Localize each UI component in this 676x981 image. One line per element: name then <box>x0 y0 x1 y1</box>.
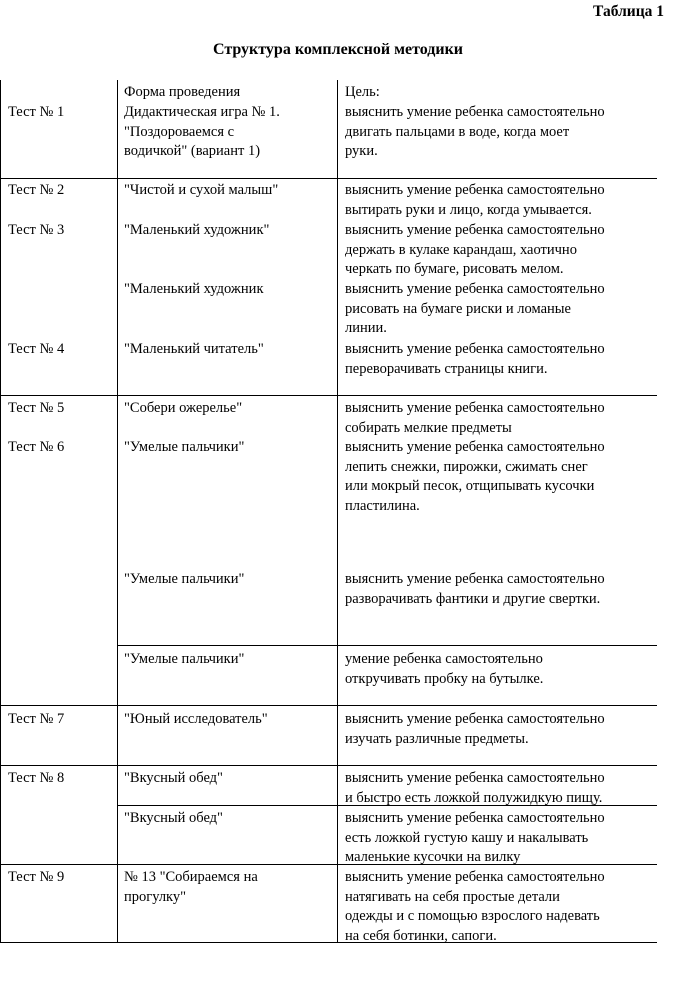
test-number: Тест № 1 <box>8 104 65 120</box>
test-goal: выяснить умение ребенка самостоятельно есть ложкой густую кашу и накалывать маленькие кусочки на вилку <box>345 810 605 865</box>
row-divider <box>0 395 657 396</box>
test-goal: выяснить умение ребенка самостоятельно разворачивать фантики и другие свертки. <box>345 571 605 607</box>
test-goal: выяснить умение ребенка самостоятельно держать в кулаке карандаш, хаотично черкать по бумаге, рисовать мелом. <box>345 222 605 277</box>
test-goal: выяснить умение ребенка самостоятельно собирать мелкие предметы <box>345 400 605 436</box>
test-form: "Умелые пальчики" <box>124 651 245 667</box>
test-form: "Маленький читатель" <box>124 341 264 357</box>
test-form: "Умелые пальчики" <box>124 571 245 587</box>
test-number: Тест № 6 <box>8 439 65 455</box>
test-goal: выяснить умение ребенка самостоятельно двигать пальцами в воде, когда моет руки. <box>345 104 605 159</box>
test-number: Тест № 4 <box>8 341 65 357</box>
test-number: Тест № 8 <box>8 770 65 786</box>
test-goal: выяснить умение ребенка самостоятельно вытирать руки и лицо, когда умывается. <box>345 182 605 218</box>
test-form: "Вкусный обед" <box>124 810 223 826</box>
test-form: "Вкусный обед" <box>124 770 223 786</box>
row-divider <box>0 705 657 706</box>
test-goal: выяснить умение ребенка самостоятельно переворачивать страницы книги. <box>345 341 605 377</box>
test-form: "Юный исследователь" <box>124 711 268 727</box>
test-form: № 13 "Собираемся на прогулку" <box>124 869 258 905</box>
test-form: Дидактическая игра № 1. "Поздороваемся с водичкой" (вариант 1) <box>124 104 280 159</box>
test-goal: выяснить умение ребенка самостоятельно натягивать на себя простые детали одежды и с помощью взрослого надевать на себя ботинки, сапоги. <box>345 869 605 944</box>
test-goal: выяснить умение ребенка самостоятельно изучать различные предметы. <box>345 711 605 747</box>
header-form: Форма проведения <box>124 84 241 100</box>
test-number: Тест № 7 <box>8 711 65 727</box>
test-form: "Умелые пальчики" <box>124 439 245 455</box>
test-goal: выяснить умение ребенка самостоятельно лепить снежки, пирожки, сжимать снег или мокрый песок, отщипывать кусочки пластилина. <box>345 439 605 514</box>
test-goal: выяснить умение ребенка самостоятельно рисовать на бумаге риски и ломаные линии. <box>345 281 605 336</box>
test-number: Тест № 2 <box>8 182 65 198</box>
header-goal: Цель: <box>345 84 380 100</box>
test-number: Тест № 3 <box>8 222 65 238</box>
table-caption: Таблица 1 <box>593 3 664 20</box>
test-form: "Собери ожерелье" <box>124 400 243 416</box>
test-form: "Маленький художник <box>124 281 264 297</box>
table-border-left <box>0 80 1 942</box>
test-goal: умение ребенка самостоятельно откручивать пробку на бутылке. <box>345 651 544 687</box>
row-divider <box>117 645 657 646</box>
row-divider <box>0 765 657 766</box>
test-form: "Маленький художник" <box>124 222 270 238</box>
column-divider-1 <box>117 80 118 942</box>
test-number: Тест № 9 <box>8 869 65 885</box>
page-title: Структура комплексной методики <box>212 41 464 58</box>
test-number: Тест № 5 <box>8 400 65 416</box>
test-form: "Чистой и сухой малыш" <box>124 182 279 198</box>
row-divider <box>0 178 657 179</box>
test-goal: выяснить умение ребенка самостоятельно и быстро есть ложкой полужидкую пищу. <box>345 770 605 806</box>
column-divider-2 <box>337 80 338 942</box>
